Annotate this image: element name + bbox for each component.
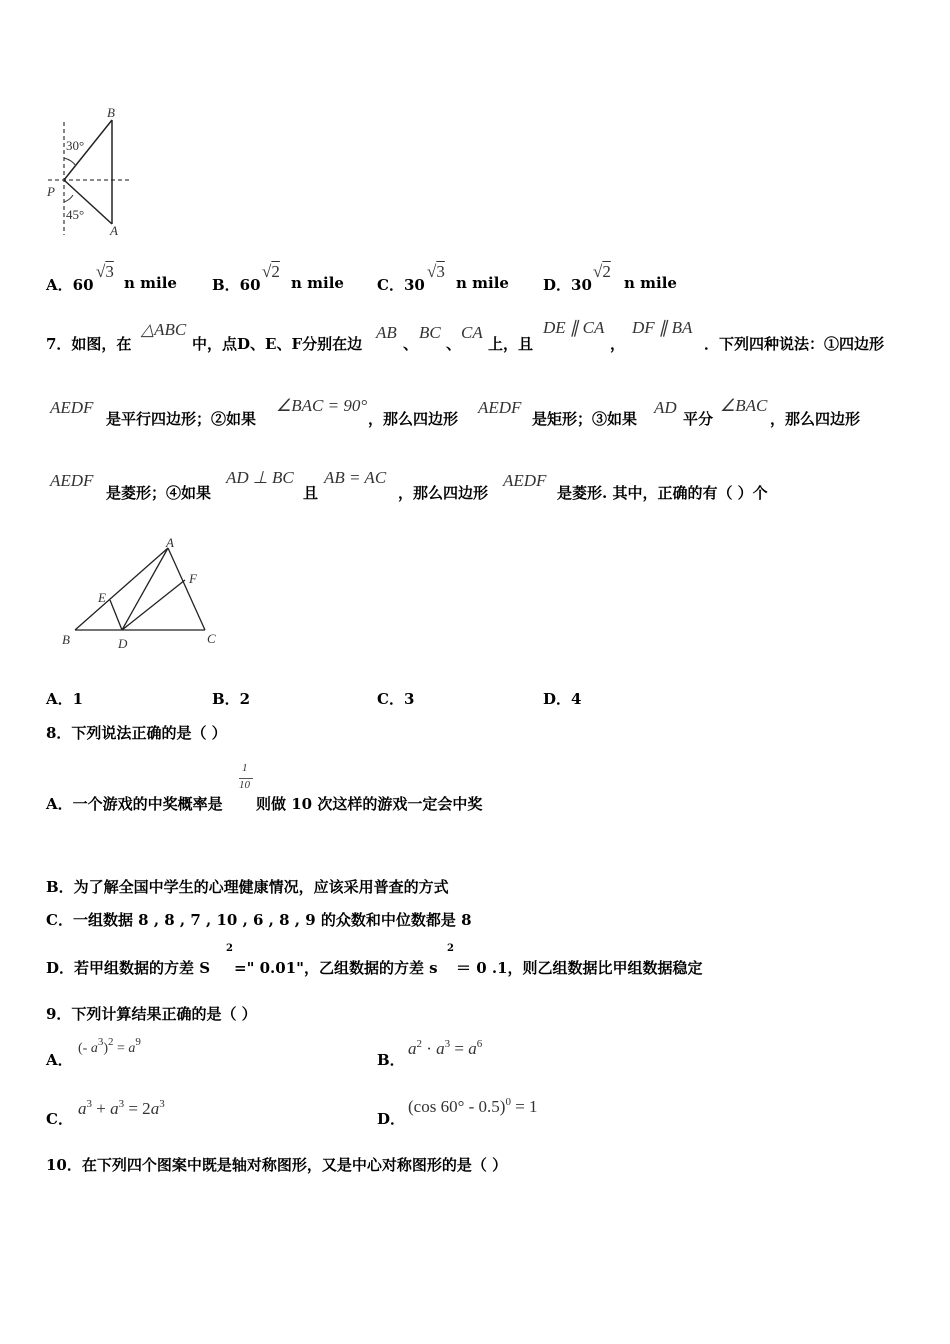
q6-option-a-label: A．60	[46, 276, 94, 294]
segment-ad	[122, 548, 168, 630]
q9-option-a-label: A．	[46, 1051, 73, 1069]
q7-stem-part13: 是菱形. 其中，正确的有（ ）个	[557, 484, 768, 502]
q8-option-a-text-post: 则做 10 次这样的游戏一定会中奖	[256, 795, 483, 813]
q6-option-d-unit: n mile	[624, 274, 677, 292]
q8-option-c[interactable]: C．一组数据 8 , 8 , 7 , 10 , 6 , 8 , 9 的众数和中位数都是 8	[46, 911, 472, 929]
q7-stem-part11: 且	[303, 484, 319, 502]
label-c: C	[207, 631, 216, 646]
q10-stem: 10．在下列四个图案中既是轴对称图形，又是中心对称图形的是（ ）	[46, 1156, 508, 1174]
q7-math-ad: AD	[654, 398, 677, 417]
label-f: F	[189, 571, 197, 586]
q9-option-a-formula: (- $a^3)^2 = a^9$	[78, 1036, 141, 1056]
q8-option-d-sup2: 2	[447, 943, 454, 954]
q7-stem-part7: 是矩形；③如果	[532, 410, 638, 428]
label-b: B	[62, 632, 70, 647]
q7-stem-part4: ．下列四种说法：①四边形	[704, 335, 885, 353]
q7-math-de-parallel-ca: DE ∥ CA	[543, 318, 605, 337]
label-b: B	[107, 105, 115, 120]
q7-math-bac-90: ∠BAC = 90°	[276, 396, 368, 415]
q6-option-c-unit: n mile	[456, 274, 509, 292]
q7-math-aedf-1: AEDF	[50, 398, 94, 417]
q6-option-c-sqrt: √3	[427, 262, 445, 281]
angle-30-label: 30°	[66, 138, 85, 153]
q6-option-d-sqrt: √2	[593, 262, 611, 281]
q6-option-b-sqrt: √2	[262, 262, 280, 281]
angle-45-label: 45°	[66, 207, 85, 222]
q7-math-ab-eq-ac: AB = AC	[324, 468, 387, 487]
q9-option-d-label: D．	[377, 1110, 406, 1128]
segment-ba	[75, 548, 168, 630]
q7-figure	[55, 535, 235, 655]
label-d: D	[118, 636, 128, 651]
q9-option-c-label: C．	[46, 1110, 73, 1128]
q7-math-aedf-3: AEDF	[50, 471, 94, 490]
q8-option-b[interactable]: B．为了解全国中学生的心理健康情况，应该采用普查的方式	[46, 878, 449, 896]
q7-stem-part6: ，那么四边形	[368, 410, 459, 428]
q9-option-b-formula: $a^2 \cdot a^3 = a^6$	[408, 1038, 483, 1058]
q7-stem-part10: 是菱形；④如果	[106, 484, 212, 502]
q6-figure	[40, 100, 140, 240]
q9-option-c-formula: $a^3 + a^3 = 2a^3$	[78, 1098, 165, 1118]
q7-math-triangle: △ABC	[141, 320, 187, 339]
q7-stem-part5: 是平行四边形；②如果	[106, 410, 257, 428]
q7-stem-part1: 7．如图，在	[46, 335, 132, 353]
angle-arc-bottom	[64, 195, 73, 202]
segment-de	[110, 600, 122, 630]
q7-option-a[interactable]: A．1	[46, 690, 84, 708]
q7-math-aedf-2: AEDF	[478, 398, 522, 417]
q8-fraction-numerator: 1	[242, 762, 248, 774]
q7-option-d[interactable]: D．4	[543, 690, 582, 708]
q7-stem-part2: 中，点D、E、F分别在边	[192, 335, 363, 353]
q8-option-d-sup1: 2	[226, 943, 233, 954]
q7-math-ca: CA	[461, 323, 483, 342]
q8-option-d-text-pre: D．若甲组数据的方差 S	[46, 959, 211, 977]
q6-option-d-label: D．30	[543, 276, 592, 294]
segment-df	[122, 580, 185, 630]
q7-math-aedf-4: AEDF	[503, 471, 547, 490]
q7-math-ad-perp-bc: AD ⊥ BC	[226, 468, 294, 487]
q7-sep1: 、	[403, 335, 419, 353]
q7-stem-part12: ，那么四边形	[398, 484, 489, 502]
q7-sep2: 、	[446, 335, 462, 353]
q8-stem: 8．下列说法正确的是（ ）	[46, 724, 227, 742]
q7-option-b[interactable]: B．2	[212, 690, 251, 708]
q7-math-bc: BC	[419, 323, 441, 342]
q8-option-d-text-post: ＝ 0 .1，则乙组数据比甲组数据稳定	[456, 959, 703, 977]
q6-option-b-label: B．60	[212, 276, 261, 294]
q7-comma: ，	[610, 335, 626, 353]
q9-option-b-label: B．	[377, 1051, 405, 1069]
label-p: P	[47, 184, 55, 199]
q6-option-a-unit: n mile	[124, 274, 177, 292]
q7-stem-part8: 平分	[683, 410, 714, 428]
q6-option-b-unit: n mile	[291, 274, 344, 292]
q7-stem-part9: ，那么四边形	[770, 410, 861, 428]
q6-option-a-sqrt: √3	[96, 262, 114, 281]
label-e: E	[98, 590, 106, 605]
label-a: A	[166, 535, 174, 550]
q8-fraction-denominator: 10	[239, 779, 250, 791]
q7-option-c[interactable]: C．3	[377, 690, 415, 708]
q9-stem: 9．下列计算结果正确的是（ ）	[46, 1005, 257, 1023]
q6-option-c-label: C．30	[377, 276, 425, 294]
q9-option-d-formula: (cos 60° - 0.5)$^0$ = 1	[408, 1096, 538, 1116]
angle-arc-top	[64, 158, 76, 166]
q8-option-a-text-pre: A．一个游戏的中奖概率是	[46, 795, 223, 813]
q7-stem-part3: 上，且	[488, 335, 534, 353]
q7-math-df-parallel-ba: DF ∥ BA	[632, 318, 693, 337]
q8-option-d-text-mid: =" 0.01"，乙组数据的方差 s	[234, 959, 438, 977]
q7-math-bac: ∠BAC	[720, 396, 768, 415]
q7-math-ab: AB	[376, 323, 397, 342]
label-a: A	[110, 223, 118, 238]
